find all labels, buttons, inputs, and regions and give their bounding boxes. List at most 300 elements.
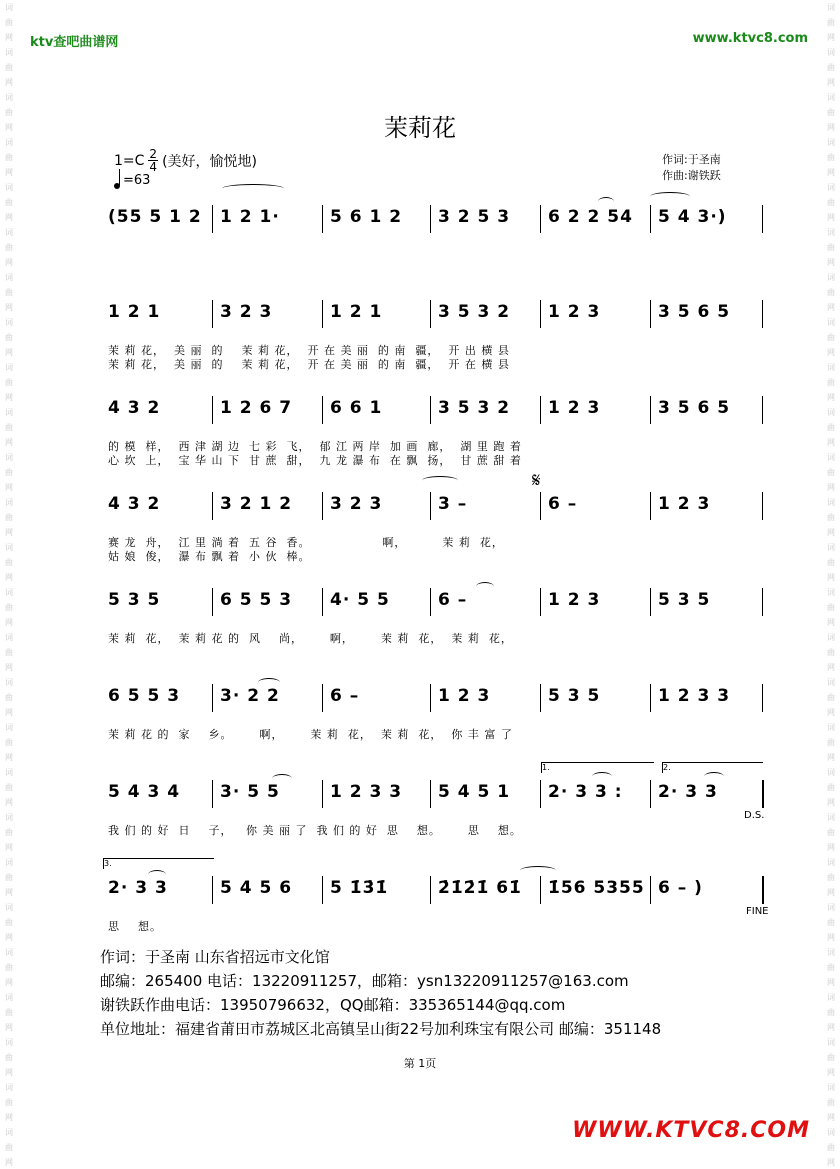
watermark-char: 曲 [827,738,835,747]
site-name-left[interactable]: ktv查吧曲谱网 [30,35,119,50]
watermark-char: 词 [5,813,13,822]
slur-arc [222,184,284,193]
barline [650,300,651,328]
notes-line [100,300,764,330]
watermark-char: 网 [5,753,13,762]
notes-line [100,684,764,714]
volta-bracket: 3. [103,858,214,869]
barline [540,780,541,808]
watermark-char: 网 [5,33,13,42]
watermark-char: 词 [827,903,835,912]
lyric-line: 我 们 的 好 日 子， 你 美 丽 了 我 们 的 好 思 想。 思 想。 [108,824,522,837]
watermark-char: 网 [5,978,13,987]
watermark-char: 网 [827,933,835,942]
watermark-char: 词 [827,588,835,597]
watermark-char: 曲 [5,1008,13,1017]
watermark-char: 网 [5,303,13,312]
footer-contact: 邮编：265400 电话：13220911257，邮箱：ysn13220911257@163.com [100,972,629,990]
barline [650,684,651,712]
barline [212,300,213,328]
watermark-char: 词 [5,768,13,777]
watermark-char: 曲 [5,603,13,612]
watermark-char: 曲 [827,18,835,27]
measure: 3 2 3 [220,302,273,322]
watermark-char: 词 [5,588,13,597]
watermark-char: 词 [827,543,835,552]
watermark-char: 词 [827,1128,835,1137]
watermark-char: 曲 [5,783,13,792]
slur-arc [148,870,166,879]
watermark-char: 网 [5,393,13,402]
composer: 作曲:谢铁跃 [662,169,721,182]
watermark-char: 网 [5,528,13,537]
barline [540,300,541,328]
watermark-char: 网 [827,618,835,627]
side-watermark-left [2,0,16,1169]
note-stem [119,169,120,185]
tempo-marking [114,172,150,188]
watermark-char: 曲 [827,783,835,792]
watermark-char: 网 [827,33,835,42]
notes-line [100,205,764,235]
watermark-char: 词 [5,633,13,642]
measure: 3 – [438,494,468,514]
watermark-char: 网 [827,753,835,762]
watermark-char: 词 [5,498,13,507]
watermark-char: 词 [827,993,835,1002]
watermark-char: 曲 [827,108,835,117]
watermark-char: 词 [5,408,13,417]
watermark-char: 词 [5,228,13,237]
measure: 6 6 1 [330,398,383,418]
watermark-char: 词 [5,678,13,687]
time-signature [148,148,158,173]
watermark-char: 网 [827,798,835,807]
measure: 1 2 1 [108,302,161,322]
lyric-line: 茉 莉 花， 美 丽 的 茉 莉 花， 开 在 美 丽 的 南 疆， 开 出 横 县 [108,344,510,357]
measure: 4· 5 5 [330,590,390,610]
barline [322,588,323,616]
watermark-char: 词 [827,1038,835,1047]
lyric-line: 茉 莉 花， 美 丽 的 茉 莉 花， 开 在 美 丽 的 南 疆， 开 在 横 县 [108,358,510,371]
volta-bracket: 1. [541,762,654,773]
time-numerator: 2 [149,147,158,161]
watermark-char: 曲 [827,288,835,297]
watermark-char: 曲 [827,1008,835,1017]
watermark-char: 词 [827,498,835,507]
barline [650,780,651,808]
footer-address: 单位地址：福建省莆田市荔城区北高镇呈山街22号加利珠宝有限公司 邮编：351148 [100,1020,662,1038]
barline [212,396,213,424]
watermark-char: 词 [827,138,835,147]
watermark-char: 词 [5,93,13,102]
watermark-char: 词 [827,273,835,282]
barline [322,780,323,808]
measure: 1 2 3 [438,686,491,706]
slur-arc [258,678,280,687]
watermark-char: 网 [5,258,13,267]
measure: 4 3 2 [108,398,161,418]
watermark-char: 曲 [5,108,13,117]
watermark-char: 曲 [827,423,835,432]
watermark-char: 网 [827,843,835,852]
measure: (55 5 1 2 [108,207,202,227]
lyric-line: 心 坎 上， 宝 华 山 下 甘 蔗 甜， 九 龙 瀑 布 在 飘 扬， 甘 蔗 甜 着 [108,454,522,467]
watermark-char: 词 [827,318,835,327]
watermark-char: 网 [827,483,835,492]
watermark-char: 网 [827,708,835,717]
song-title: 茉莉花 [384,114,456,142]
measure: 3· 5 5 [220,782,280,802]
watermark-char: 网 [5,438,13,447]
measure: 2· 3 3 [658,782,718,802]
measure: 1 2 1· [220,207,280,227]
credits [662,152,721,184]
slur-arc [520,866,556,875]
watermark-char: 曲 [5,1098,13,1107]
watermark-char: 词 [5,48,13,57]
watermark-char: 网 [827,393,835,402]
barline [762,588,763,616]
barline [430,396,431,424]
footer-info [100,945,661,1041]
measure: 1 2 3 3 [330,782,403,802]
watermark-char: 词 [5,3,13,12]
watermark-char: 曲 [827,603,835,612]
barline [650,876,651,904]
watermark-char: 词 [827,363,835,372]
watermark-char: 曲 [827,378,835,387]
watermark-char: 曲 [827,1098,835,1107]
ds-mark: D.S. [744,810,765,821]
watermark-char: 网 [827,213,835,222]
watermark-char: 曲 [827,648,835,657]
watermark-char: 曲 [5,873,13,882]
bottom-logo[interactable]: WWW.KTVC8.COM [572,1118,810,1143]
barline [212,684,213,712]
watermark-char: 网 [827,888,835,897]
measure: 1̇56 5355 [548,878,645,898]
watermark-char: 曲 [827,198,835,207]
watermark-char: 曲 [5,738,13,747]
barline [212,492,213,520]
watermark-char: 词 [5,903,13,912]
site-url-right[interactable]: www.ktvc8.com [692,31,808,46]
watermark-char: 曲 [827,153,835,162]
expression-mark: (美好，愉悦地) [162,153,257,170]
barline [322,876,323,904]
slur-arc [704,772,724,781]
watermark-char: 网 [5,1158,13,1167]
measure: 5 3 5 [658,590,711,610]
measure: 1 2 3 [548,398,601,418]
measure: 6 5 5 3 [108,686,181,706]
watermark-char: 网 [5,573,13,582]
footer-lyricist: 作词：于圣南 山东省招远市文化馆 [100,948,330,966]
barline [762,396,763,424]
watermark-char: 曲 [5,648,13,657]
notes-line [100,396,764,426]
barline [322,300,323,328]
measure: 3 5 6 5 [658,302,731,322]
watermark-char: 词 [827,633,835,642]
watermark-char: 网 [5,348,13,357]
notes-line [100,876,764,906]
measure: 6 – [330,686,360,706]
watermark-char: 词 [827,228,835,237]
watermark-char: 网 [5,1068,13,1077]
slur-arc [650,192,690,201]
measure: 3· 2 2 [220,686,280,706]
measure: 5 6 1 2 [330,207,403,227]
watermark-char: 网 [827,123,835,132]
barline [430,300,431,328]
watermark-char: 词 [5,138,13,147]
slur-arc [592,772,612,781]
notes-line [100,780,764,810]
slur-arc [272,774,292,783]
watermark-char: 曲 [5,423,13,432]
segno-icon: 𝄋 [532,468,541,492]
watermark-char: 词 [5,273,13,282]
watermark-char: 词 [827,813,835,822]
watermark-char: 网 [827,348,835,357]
notes-line [100,492,764,522]
watermark-char: 词 [827,768,835,777]
barline [322,396,323,424]
barline [430,684,431,712]
watermark-char: 网 [5,618,13,627]
measure: 1 2 3 [548,302,601,322]
measure: 3 2 5 3 [438,207,511,227]
watermark-char: 词 [5,543,13,552]
measure: 3 5 6 5 [658,398,731,418]
watermark-char: 网 [827,978,835,987]
watermark-char: 网 [5,708,13,717]
watermark-char: 网 [5,798,13,807]
barline [650,205,651,233]
watermark-char: 词 [5,453,13,462]
slur-arc [476,582,494,591]
barline [322,205,323,233]
lyric-line: 赛 龙 舟， 江 里 淌 着 五 谷 香。 啊， 茉 莉 花， [108,536,504,549]
watermark-char: 词 [5,318,13,327]
measure: 5 4 3 4 [108,782,181,802]
watermark-char: 词 [5,948,13,957]
watermark-char: 词 [827,1083,835,1092]
watermark-char: 词 [5,363,13,372]
watermark-char: 词 [827,3,835,12]
watermark-char: 词 [5,858,13,867]
barline [212,588,213,616]
barline [540,492,541,520]
measure: 3 2 3 [330,494,383,514]
barline [540,684,541,712]
lyric-line: 茉 莉 花 的 家 乡。 啊， 茉 莉 花， 茉 莉 花， 你 丰 富 了 [108,728,513,741]
measure: 6 – [438,590,468,610]
watermark-char: 网 [827,78,835,87]
watermark-char: 曲 [827,1143,835,1152]
measure: 3 5 3 2 [438,302,511,322]
watermark-char: 曲 [827,963,835,972]
watermark-char: 曲 [5,828,13,837]
watermark-char: 词 [827,858,835,867]
measure: 5 4 3·) [658,207,727,227]
lyric-line: 思 想。 [108,920,162,933]
watermark-char: 网 [5,168,13,177]
measure: 6 5 5 3 [220,590,293,610]
measure: 6 2 2 54 [548,207,633,227]
lyric-line: 姑 娘 俊， 瀑 布 飘 着 小 伙 棒。 [108,550,311,563]
measure: 1 2 6 7 [220,398,293,418]
watermark-char: 网 [827,1158,835,1167]
barline [540,876,541,904]
barline [322,492,323,520]
watermark-char: 曲 [827,873,835,882]
measure: 5 3 5 [108,590,161,610]
watermark-char: 曲 [5,153,13,162]
watermark-char: 曲 [5,918,13,927]
watermark-char: 词 [5,1038,13,1047]
watermark-char: 网 [5,1023,13,1032]
measure: 1 2 3 [548,590,601,610]
barline [762,876,764,904]
page-number: 第 1页 [403,1057,437,1070]
watermark-char: 网 [5,933,13,942]
watermark-char: 网 [5,78,13,87]
key-label: 1=C [114,152,145,169]
watermark-char: 网 [5,483,13,492]
watermark-char: 曲 [827,558,835,567]
lyric-line: 茉 莉 花， 茉 莉 花 的 风 尚， 啊， 茉 莉 花， 茉 莉 花， [108,632,513,645]
measure: 1 2 1 [330,302,383,322]
measure: 5 4 5 1 [438,782,511,802]
footer-composer-contact: 谢铁跃作曲电话：13950796632，QQ邮箱：335365144@qq.com [100,996,566,1014]
watermark-char: 曲 [5,198,13,207]
fine-mark: FINE [746,906,769,917]
barline [212,780,213,808]
barline [322,684,323,712]
watermark-char: 网 [827,168,835,177]
watermark-char: 曲 [5,63,13,72]
lyric-line: 的 模 样， 西 津 湖 边 七 彩 飞， 郁 江 两 岸 加 画 廊， 湖 里 跑 着 [108,440,522,453]
watermark-char: 网 [827,303,835,312]
key-signature [114,148,257,173]
barline [430,492,431,520]
watermark-char: 曲 [827,63,835,72]
barline [212,876,213,904]
barline [430,588,431,616]
watermark-char: 词 [827,183,835,192]
watermark-char: 词 [5,993,13,1002]
watermark-char: 词 [827,48,835,57]
watermark-char: 曲 [827,918,835,927]
barline [430,205,431,233]
watermark-char: 网 [827,258,835,267]
watermark-char: 曲 [5,333,13,342]
watermark-char: 曲 [5,288,13,297]
measure: 6 – [548,494,578,514]
barline [430,780,431,808]
watermark-char: 网 [5,888,13,897]
barline [212,205,213,233]
watermark-char: 曲 [5,378,13,387]
watermark-char: 曲 [827,513,835,522]
watermark-char: 网 [827,1113,835,1122]
barline [540,205,541,233]
watermark-char: 词 [5,1083,13,1092]
watermark-char: 网 [827,1068,835,1077]
watermark-char: 曲 [827,1053,835,1062]
watermark-char: 曲 [827,693,835,702]
watermark-char: 词 [827,678,835,687]
watermark-char: 曲 [5,468,13,477]
barline [762,300,763,328]
watermark-char: 曲 [827,828,835,837]
watermark-char: 词 [5,183,13,192]
tempo-value: =63 [123,172,151,188]
measure: 2̇1̇2̇1̇ 61̇ [438,878,522,898]
watermark-char: 网 [5,1113,13,1122]
watermark-char: 网 [827,438,835,447]
barline [762,684,763,712]
barline [540,588,541,616]
watermark-char: 网 [5,663,13,672]
notes-line [100,588,764,618]
watermark-char: 词 [827,723,835,732]
watermark-char: 曲 [827,333,835,342]
watermark-char: 网 [827,528,835,537]
barline [430,876,431,904]
lyricist: 作词:于圣南 [662,153,721,166]
time-denominator: 4 [149,160,158,174]
watermark-char: 曲 [5,693,13,702]
slur-arc [422,476,458,485]
measure: 1 2 3 [658,494,711,514]
measure: 5 1̇3̇1̇ [330,878,389,898]
watermark-char: 曲 [5,243,13,252]
measure: 4 3 2 [108,494,161,514]
measure: 2· 3 3 [108,878,168,898]
measure: 3 5 3 2 [438,398,511,418]
watermark-char: 词 [5,723,13,732]
measure: 2· 3 3 : [548,782,623,802]
volta-bracket: 2. [662,762,763,773]
barline [650,588,651,616]
measure: 3 2 1 2 [220,494,293,514]
watermark-char: 曲 [5,1053,13,1062]
barline [650,396,651,424]
measure: 5 4 5 6 [220,878,293,898]
watermark-char: 网 [827,663,835,672]
barline [762,492,763,520]
watermark-char: 网 [5,843,13,852]
watermark-char: 曲 [827,243,835,252]
barline [540,396,541,424]
watermark-char: 网 [827,573,835,582]
watermark-char: 词 [5,1128,13,1137]
barline [650,492,651,520]
measure: 1 2 3 3 [658,686,731,706]
watermark-char: 曲 [5,18,13,27]
watermark-char: 网 [5,123,13,132]
watermark-char: 词 [827,408,835,417]
watermark-char: 曲 [5,963,13,972]
watermark-char: 词 [827,93,835,102]
watermark-char: 词 [827,453,835,462]
watermark-char: 曲 [5,513,13,522]
watermark-char: 网 [5,213,13,222]
